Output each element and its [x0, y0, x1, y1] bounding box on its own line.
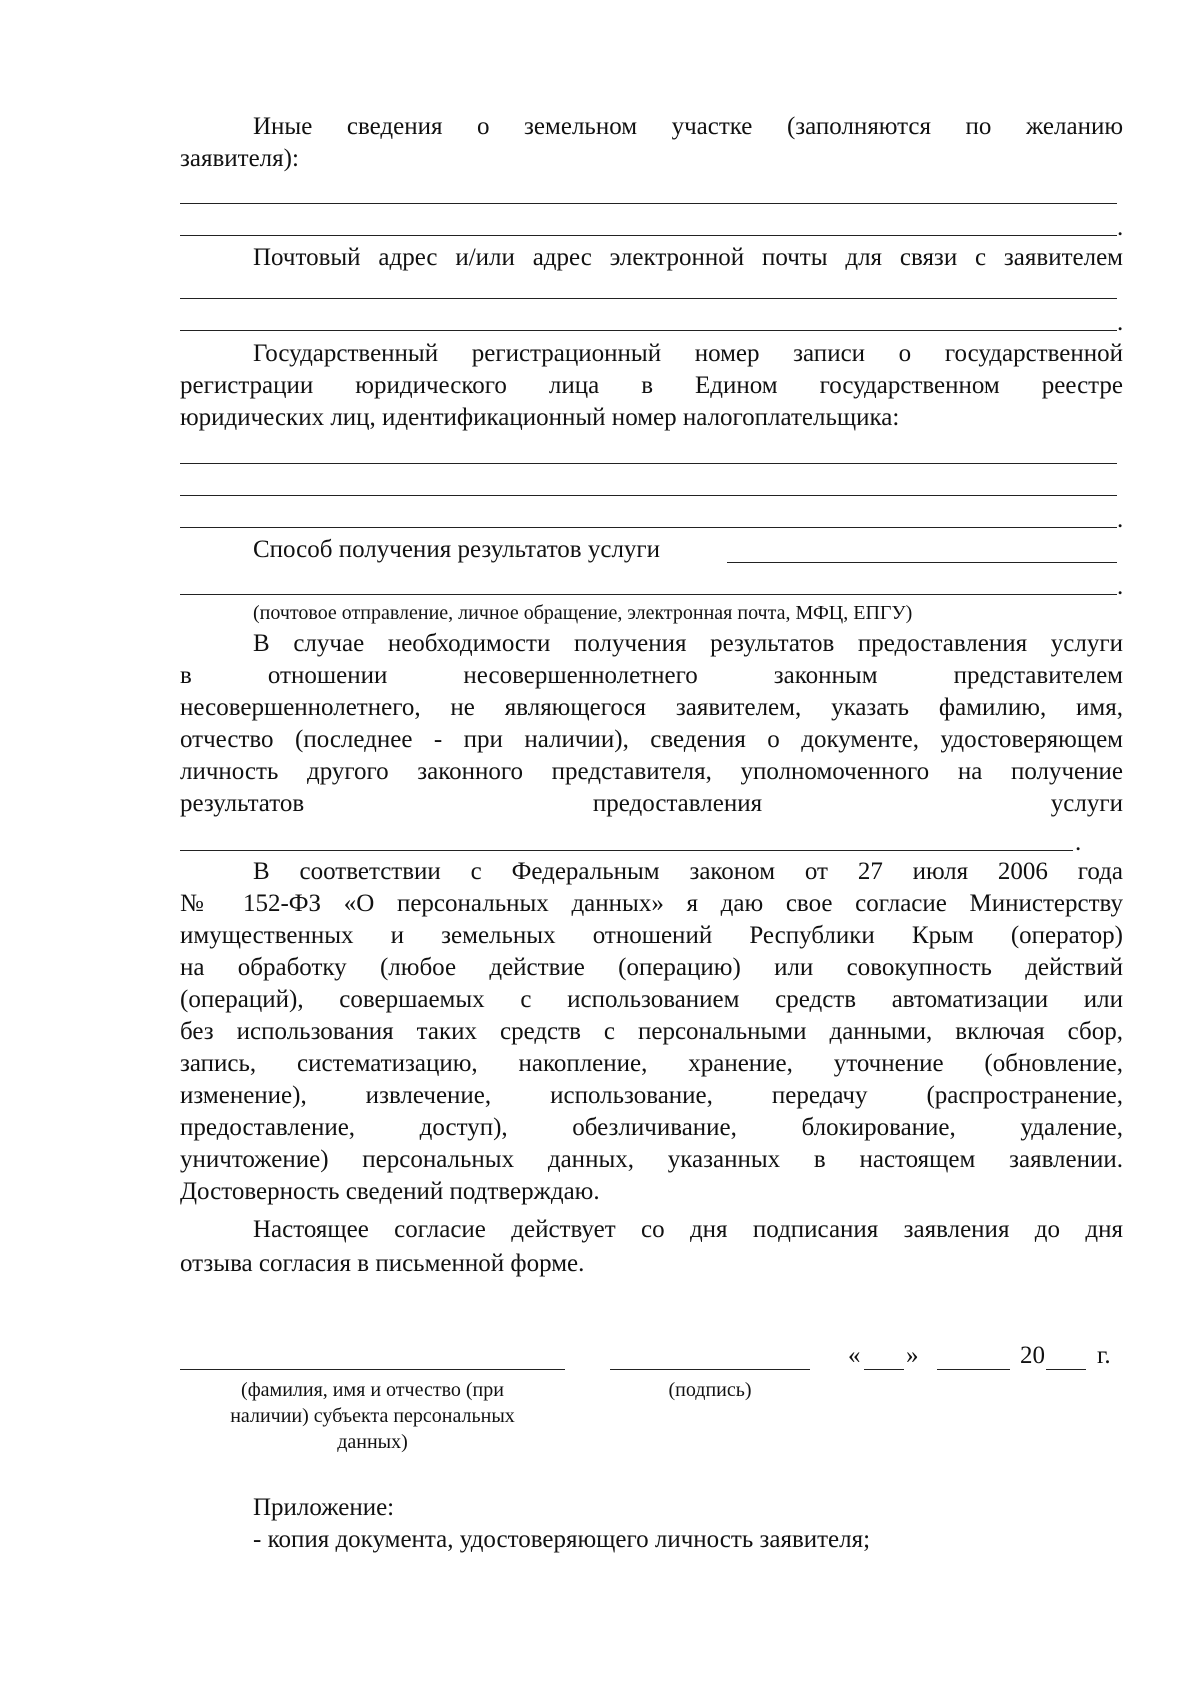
other-info-heading-line2: заявителя):	[180, 145, 299, 172]
field-end-dot: .	[1075, 829, 1082, 856]
method-field-2[interactable]	[180, 594, 1117, 595]
date-day-field[interactable]	[864, 1369, 904, 1370]
date-year-prefix: 20	[1020, 1342, 1045, 1369]
name-signature-field[interactable]	[180, 1369, 565, 1370]
appendix-item: - копия документа, удостоверяющего личность заявителя;	[253, 1526, 871, 1553]
sign-caption: (подпись)	[668, 1379, 752, 1401]
field-end-dot: .	[1117, 309, 1124, 336]
consent-line: имущественных и земельных отношений Республики Крым (оператор)	[180, 922, 1123, 949]
address-label: Почтовый адрес и/или адрес электронной почты для связи с заявителем	[253, 244, 1123, 271]
consent-line: В соответствии с Федеральным законом от 27 июля 2006 года	[253, 858, 1123, 885]
method-hint: (почтовое отправление, личное обращение, электронная почта, МФЦ, ЕПГУ)	[253, 602, 913, 624]
minor-line6: результатов предоставления услуги	[180, 790, 1123, 817]
consent-line: предоставление, доступ), обезличивание, блокирование, удаление,	[180, 1114, 1123, 1141]
name-caption-line3: данных)	[337, 1431, 408, 1453]
name-caption-line2: наличии) субъекта персональных	[230, 1405, 515, 1427]
consent-line: изменение), извлечение, использование, передачу (распространение,	[180, 1082, 1123, 1109]
other-info-heading-line1: Иные сведения о земельном участке (заполняются по желанию	[253, 113, 1123, 140]
validity-line1: Настоящее согласие действует со дня подписания заявления до дня	[253, 1216, 1123, 1243]
field-end-dot: .	[1117, 573, 1124, 600]
reg-number-line2: регистрации юридического лица в Едином государственном реестре	[180, 372, 1123, 399]
name-caption-line1: (фамилия, имя и отчество (при	[241, 1379, 504, 1401]
appendix-title: Приложение:	[253, 1494, 395, 1521]
consent-line: на обработку (любое действие (операцию) или совокупность действий	[180, 954, 1123, 981]
consent-line: уничтожение) персональных данных, указанных в настоящем заявлении.	[180, 1146, 1123, 1173]
date-quote-close: »	[906, 1342, 919, 1369]
field-end-dot: .	[1117, 506, 1124, 533]
minor-line2: в отношении несовершеннолетнего законным представителем	[180, 662, 1123, 689]
date-quote-open: «	[848, 1342, 861, 1369]
method-label: Способ получения результатов услуги	[253, 536, 661, 563]
consent-line: Достоверность сведений подтверждаю.	[180, 1178, 600, 1205]
minor-line5: личность другого законного представителя, уполномоченного на получение	[180, 758, 1123, 785]
reg-number-field-3[interactable]	[180, 527, 1117, 528]
date-month-field[interactable]	[937, 1369, 1010, 1370]
address-field-1[interactable]	[180, 298, 1117, 299]
consent-line: № 152-ФЗ «О персональных данных» я даю свое согласие Министерству	[180, 890, 1123, 917]
minor-field[interactable]	[180, 850, 1073, 851]
signature-field[interactable]	[610, 1369, 810, 1370]
reg-number-line1: Государственный регистрационный номер записи о государственной	[253, 340, 1123, 367]
other-info-field-2[interactable]	[180, 235, 1117, 236]
field-end-dot: .	[1117, 214, 1124, 241]
consent-line: (операций), совершаемых с использованием средств автоматизации или	[180, 986, 1123, 1013]
consent-line: запись, систематизацию, накопление, хранение, уточнение (обновление,	[180, 1050, 1123, 1077]
address-field-2[interactable]	[180, 330, 1117, 331]
validity-line2: отзыва согласия в письменной форме.	[180, 1250, 585, 1277]
reg-number-field-1[interactable]	[180, 463, 1117, 464]
other-info-field-1[interactable]	[180, 203, 1117, 204]
consent-line: без использования таких средств с персональными данными, включая сбор,	[180, 1018, 1123, 1045]
minor-line1: В случае необходимости получения результатов предоставления услуги	[253, 630, 1123, 657]
reg-number-line3: юридических лиц, идентификационный номер налогоплательщика:	[180, 404, 900, 431]
date-year-field[interactable]	[1046, 1369, 1086, 1370]
reg-number-field-2[interactable]	[180, 495, 1117, 496]
minor-line3: несовершеннолетнего, не являющегося заявителем, указать фамилию, имя,	[180, 694, 1123, 721]
method-field-1[interactable]	[727, 562, 1117, 563]
date-year-suffix: г.	[1097, 1342, 1111, 1369]
minor-line4: отчество (последнее - при наличии), сведения о документе, удостоверяющем	[180, 726, 1123, 753]
